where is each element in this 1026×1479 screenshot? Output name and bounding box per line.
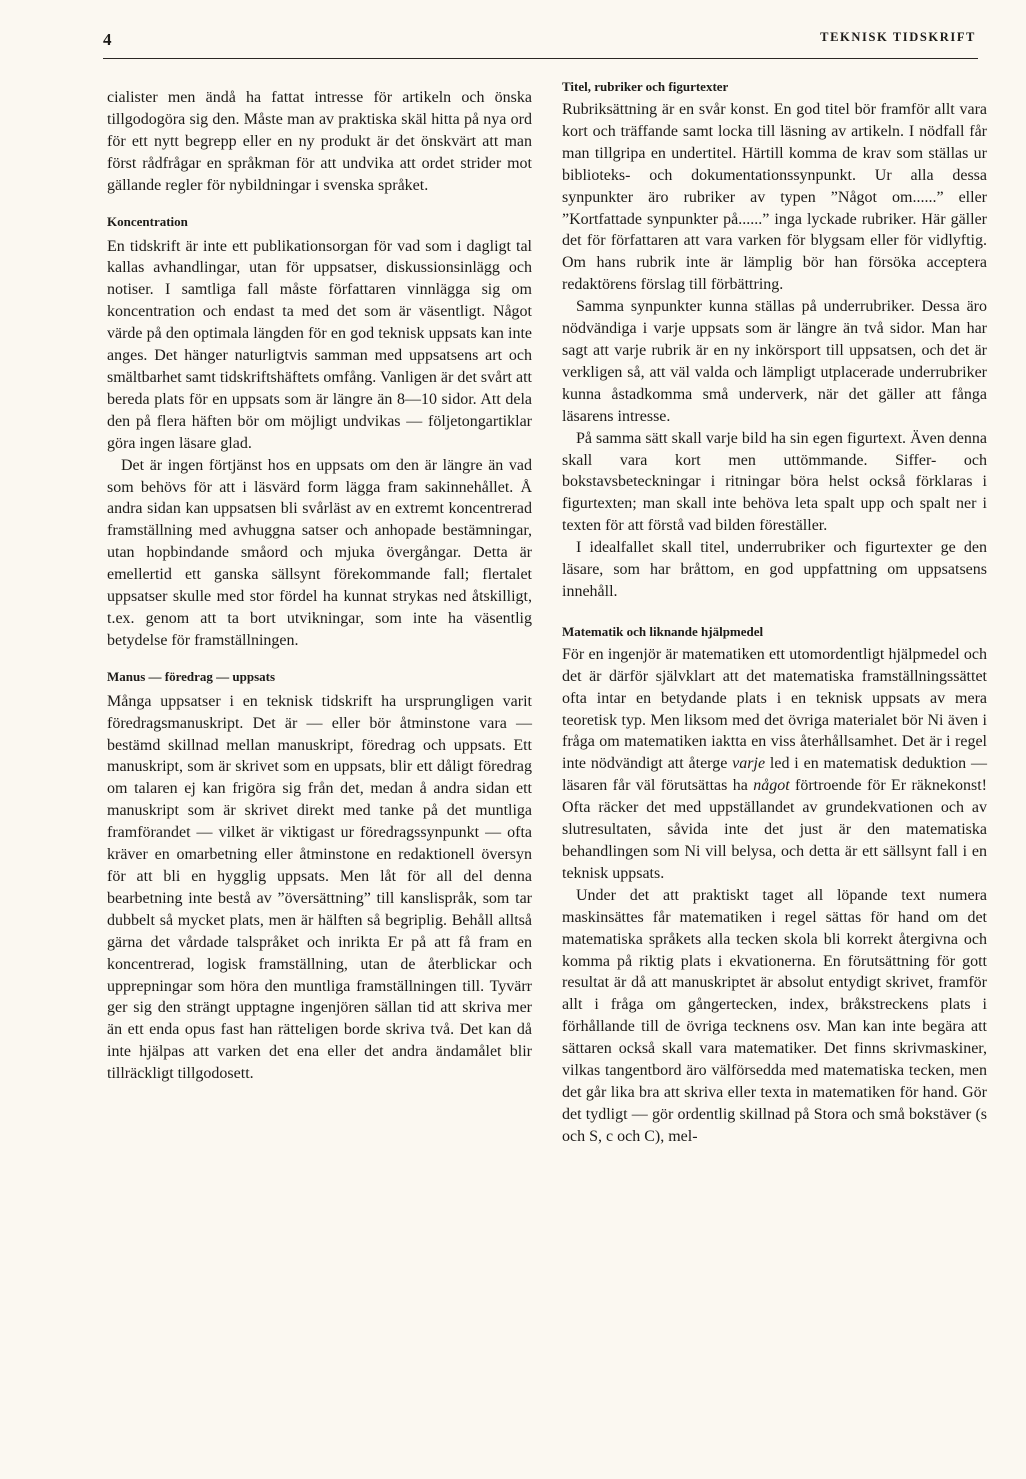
text-span: led i en matematisk deduktion — läsaren får väl förutsättas ha	[562, 755, 987, 795]
heading-koncentration: Koncentration	[107, 213, 188, 229]
paragraph-continuation: cialister men ändå ha fattat intresse för artikeln och önska tillgodogöra sig den. Måste man av praktiska skäl hitta på nya ord för ett nytt begrepp eller en ny produkt är det önskvärt att man först rådfrågar en språkman för att undvika att ordet strider mot gällande regler för nybildningar i svenska språket.	[107, 89, 532, 194]
header-rule	[103, 58, 978, 59]
text-span: förtroende för Er räknekonst! Ofta räcker det med uppställandet av grundekvationen och av slutresultaten, såvida inte det just är den matematiska behandlingen som Ni vill belysa, och detta är ett sällsynt fall i en teknisk uppsats.	[562, 777, 988, 882]
emphasis-nagot: något	[753, 777, 790, 795]
paragraph-titel-1: Rubriksättning är en svår konst. En god titel bör framför allt vara kort och träffande samt locka till läsning av artikeln. I nödfall får man tillgripa en undertitel. Härtill komma de krav som ställas ur biblioteks- och dokumentationssynpunkt. Ur alla dessa synpunkter äro rubriker av typen ”Något om......” eller ”Kortfattade synpunkter på......” inga lyckade rubriker. Här gäller det för författaren att vara varken för blygsam eller för vidlyftig. Om hans rubrik inte är lämplig bör han försöka acceptera redaktörens förslag till förbättring.	[562, 101, 987, 294]
left-column	[107, 78, 532, 1085]
paragraph-koncentration-1: En tidskrift är inte ett publikationsorgan för vad som i dagligt tal kallas avhandlingar, utan för uppsatser, diskussionsinlägg och notiser. I samtliga fall måste författaren vinnlägga sig om koncentration och endast ta med det som är väsentligt. Något värde på den optimala längden för en god teknisk uppsats kan inte anges. Det hänger naturligtvis samman med uppsatsens art och smältbarhet samt tidskriftshäftets omfång. Vanligen är det svårt att bereda plats för en uppsats som är längre än 8—10 sidor. Att dela den på flera häften bör om möjligt undvikas — följetongartiklar göra ingen läsare glad.	[107, 237, 532, 452]
journal-title: TEKNISK TIDSKRIFT	[820, 30, 976, 44]
page-number: 4	[103, 30, 112, 49]
paragraph-matematik-1	[562, 644, 987, 885]
text-span: För en ingenjör är matematiken ett utomordentligt hjälpmedel och det är därför självklart att det matematiska framställningssättet ofta intar en betydande plats i en teknisk uppsats av mera teoretisk typ. Men liksom med det övriga materialet bör Ni även i fråga om matematiken iaktta en viss återhållsamhet. Det är i regel inte nödvändigt att återge	[562, 645, 987, 773]
right-column	[562, 78, 987, 1148]
paragraph-titel-3: På samma sätt skall varje bild ha sin egen figurtext. Även denna skall vara kort men uttömmande. Siffer- och bokstavsbeteckningar i ritningar böra helst också förklaras i figurtexten; man skall inte behöva leta spalt upp och spalt ner i texten för att förstå vad bilden föreställer.	[562, 429, 987, 535]
emphasis-varje: varje	[732, 755, 766, 773]
heading-titel-rubriker: Titel, rubriker och figurtexter	[562, 79, 729, 94]
paragraph-manus-1: Många uppsatser i en teknisk tidskrift ha ursprungligen varit föredragsmanuskript. Det är — eller bör åtminstone vara — bestämd skillnad mellan manuskript, föredrag och uppsats. Ett manuskript, som är skrivet som en uppsats, blir ett dåligt föredrag om talaren ej kan frigöra sig från det, medan å andra sidan ett manuskript som är skrivet direkt med tanke på det muntliga framförandet — vilket är viktigast ur föredragssynpunkt — ofta kräver en omarbetning eller åtminstone en redaktionell översyn för att bli en hygglig uppsats. Men låt för all del denna bearbetning inte bestå av ”översättning” till kanslispråk, som tar dubbelt så mycket plats, men är hälften så begriplig. Behåll alltså gärna det vårdade talspråket och inrikta Er på att få fram en koncentrerad, logisk framställning, utan de återblickar och upprepningar som höra den muntliga framställningen till. Tyvärr ger sig den strängt upptagne ingenjören sällan tid att skriva mer än ett enda opus fast han rätteligen borde skriva två. Det kan då inte hjälpas att varken det ena eller det andra ändamålet blir tillräckligt tillgodosett.	[107, 692, 532, 1083]
paragraph-matematik-2: Under det att praktiskt taget all löpande text numera maskinsättes får matematiken i regel sättas för hand om det matematiska språkets alla tecken skola bli korrekt återgivna och komma på riktig plats i ekvationerna. En förutsättning för gott resultat är då att manuskriptet är absolut entydigt skrivet, framför allt i fråga om gångertecken, index, bråkstreckens plats i förhållande till de övriga tecknens osv. Man kan inte begära att sättaren också skall vara matematiker. Det finns skrivmaskiner, vilkas tangentbord äro välförsedda med matematiska tecken, men det går lika bra att skriva eller texta in matematiken för hand. Gör det tydligt — gör ordentlig skillnad på Stora och små bokstäver (s och S, c och C), mel-	[562, 886, 987, 1145]
paragraph-titel-2: Samma synpunkter kunna ställas på underrubriker. Dessa äro nödvändiga i varje uppsats som är längre än två sidor. Man har sagt att varje rubrik är en ny inkörsport till uppsatsen, och det är verkligen så, att väl valda och lämpligt utplacerade underrubriker kunna åstadkomma små underverk, när det gäller att fånga läsarens intresse.	[562, 298, 987, 425]
heading-manus: Manus — föredrag — uppsats	[107, 668, 276, 684]
paragraph-titel-4: I idealfallet skall titel, underrubriker och figurtexter ge den läsare, som har bråttom, en god uppfattning om uppsatsens innehåll.	[562, 539, 987, 600]
heading-matematik: Matematik och liknande hjälpmedel	[562, 623, 764, 639]
paragraph-koncentration-2: Det är ingen förtjänst hos en uppsats om den är längre än vad som behövs för att i läsvärd form lägga fram sakinnehållet. Å andra sidan kan uppsatsen bli svårläst av en extremt koncentrerad framställning med avhuggna satser och anhopade bestämningar, utan hopbindande småord och mjuka övergångar. Detta är emellertid ett ganska sällsynt förekommande fall; flertalet uppsatser skulle med stor fördel ha kunnat strykas ned åtskilligt, t.ex. genom att ta bort utvikningar, som inte ha väsentlig betydelse för framställningen.	[107, 456, 532, 649]
